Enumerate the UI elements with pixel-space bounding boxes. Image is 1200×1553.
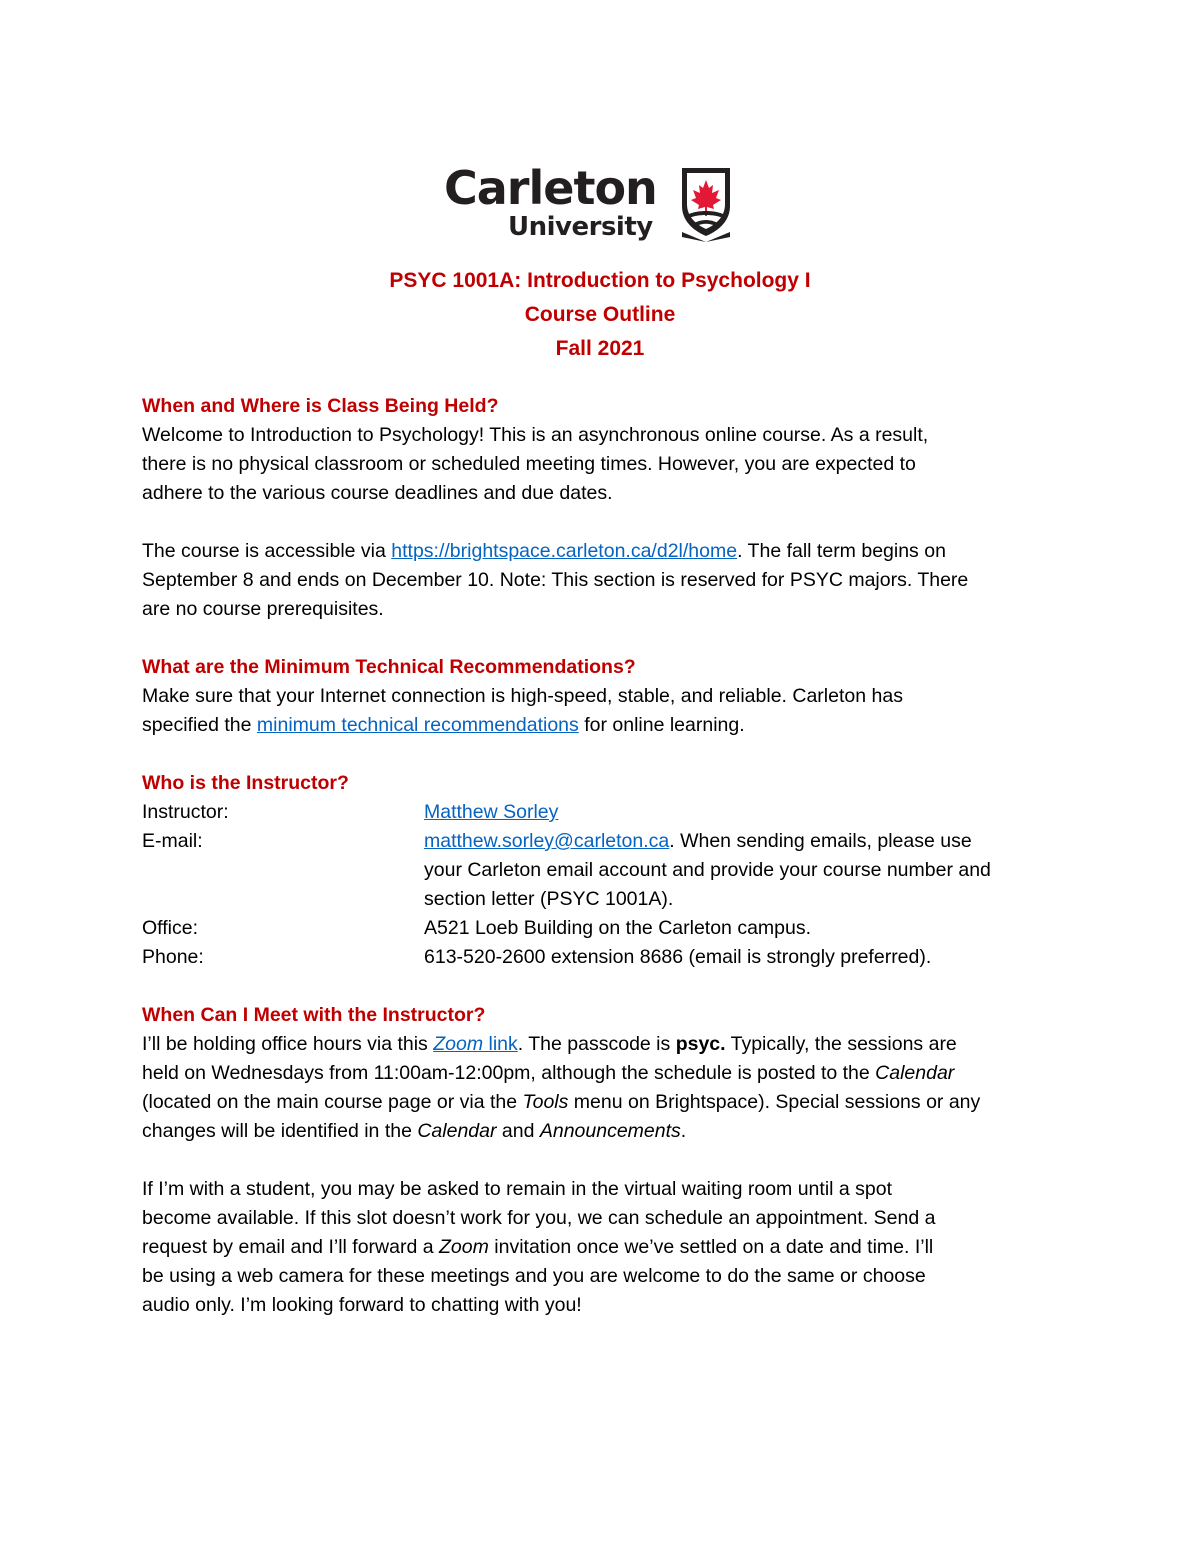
zoom-link-italic: Zoom: [433, 1033, 484, 1055]
instructor-name-link[interactable]: Matthew Sorley: [424, 801, 559, 823]
paragraph-line: [142, 1030, 1062, 1059]
paragraph-line: Welcome to Introduction to Psychology! This is an asynchronous online course. As a result,: [142, 424, 929, 446]
text-span: (located on the main course page or via the: [142, 1091, 523, 1113]
office-row: [142, 914, 1062, 943]
text-span: invitation once we’ve settled on a date and time. I’ll: [488, 1236, 934, 1258]
heading-instructor: Who is the Instructor?: [142, 772, 349, 794]
outline-title: Course Outline: [524, 303, 676, 326]
email-row: [142, 827, 1062, 914]
logo-wordmark-carleton: Carleton: [444, 161, 657, 215]
paragraph-line: become available. If this slot doesn’t work for you, we can schedule an appointment. Send a: [142, 1207, 936, 1229]
italic-span: Tools: [522, 1091, 569, 1113]
text-span: menu on Brightspace). Special sessions or any: [568, 1091, 981, 1113]
email-label: E-mail:: [142, 830, 203, 852]
text-span: Typically, the sessions are: [725, 1033, 957, 1055]
paragraph-line: Make sure that your Internet connection is high-speed, stable, and reliable. Carleton has: [142, 685, 903, 707]
text-span: The course is accessible via: [142, 540, 392, 562]
document-body: [142, 392, 1062, 1320]
text-span: . When sending emails, please use: [669, 830, 972, 852]
paragraph-line: [142, 1233, 1062, 1262]
heading-technical: What are the Minimum Technical Recommendations?: [142, 656, 636, 678]
text-span: . The fall term begins on: [737, 540, 946, 562]
technical-recommendations-link[interactable]: minimum technical recommendations: [256, 714, 579, 736]
course-title: PSYC 1001A: Introduction to Psychology I: [389, 269, 811, 292]
heading-office-hours: When Can I Meet with the Instructor?: [142, 1004, 486, 1026]
paragraph-line: September 8 and ends on December 10. Note: This section is reserved for PSYC majors. There: [142, 569, 969, 591]
instructor-row: [142, 798, 1062, 827]
italic-span: Announcements: [539, 1120, 681, 1142]
paragraph-line: If I’m with a student, you may be asked to remain in the virtual waiting room until a spot: [142, 1178, 893, 1200]
paragraph-line: [142, 1059, 1062, 1088]
phone-row: [142, 943, 1062, 972]
term-title: Fall 2021: [555, 337, 645, 360]
text-span: changes will be identified in the: [142, 1120, 418, 1142]
logo-wordmark-university: University: [508, 212, 653, 242]
heading-class-location: When and Where is Class Being Held?: [142, 395, 499, 417]
paragraph-line: there is no physical classroom or scheduled meeting times. However, you are expected to: [142, 453, 916, 475]
paragraph-line: adhere to the various course deadlines and due dates.: [142, 482, 613, 504]
office-value: A521 Loeb Building on the Carleton campus.: [424, 917, 812, 939]
carleton-university-logo: [444, 158, 744, 248]
zoom-link-text: link: [483, 1033, 518, 1055]
brightspace-link[interactable]: https://brightspace.carleton.ca/d2l/home: [391, 540, 738, 562]
phone-label: Phone:: [142, 946, 204, 968]
paragraph-line: be using a web camera for these meetings and you are welcome to do the same or choose: [142, 1265, 926, 1287]
text-span: held on Wednesdays from 11:00am-12:00pm, although the schedule is posted to the: [142, 1062, 876, 1084]
passcode: psyc.: [675, 1033, 726, 1055]
paragraph-line: [142, 1117, 1062, 1146]
shield-icon: [680, 166, 732, 242]
paragraph-line: [142, 537, 1062, 566]
italic-span: Zoom: [438, 1236, 489, 1258]
zoom-link[interactable]: [433, 1033, 518, 1055]
phone-value: 613-520-2600 extension 8686 (email is strongly preferred).: [424, 946, 932, 968]
paragraph-line: audio only. I’m looking forward to chatting with you!: [142, 1294, 582, 1316]
office-label: Office:: [142, 917, 198, 939]
paragraph-line: [142, 711, 1062, 740]
instructor-label: Instructor:: [142, 801, 229, 823]
text-span: . The passcode is: [517, 1033, 676, 1055]
text-span: and: [496, 1120, 540, 1142]
paragraph-line: section letter (PSYC 1001A).: [424, 888, 674, 910]
paragraph-line: are no course prerequisites.: [142, 598, 384, 620]
text-span: request by email and I’ll forward a: [142, 1236, 439, 1258]
text-span: specified the: [142, 714, 257, 736]
italic-span: Calendar: [875, 1062, 955, 1084]
italic-span: Calendar: [417, 1120, 497, 1142]
paragraph-line: [142, 1088, 1062, 1117]
text-span: .: [680, 1120, 687, 1142]
document-title-block: [0, 264, 1200, 366]
email-link[interactable]: matthew.sorley@carleton.ca: [424, 830, 670, 852]
text-span: I’ll be holding office hours via this: [142, 1033, 434, 1055]
text-span: for online learning.: [578, 714, 745, 736]
paragraph-line: your Carleton email account and provide your course number and: [424, 859, 991, 881]
